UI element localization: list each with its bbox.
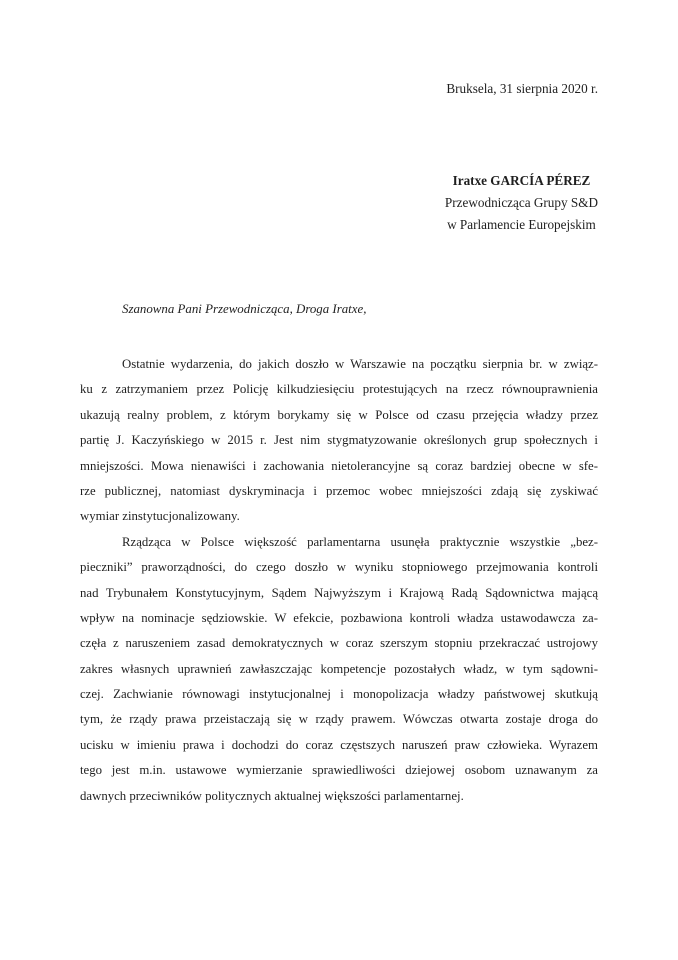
text-line: rze publicznej, natomiast dyskryminacja i przemoc wobec mniejszości zdają się zyskiwać (80, 483, 598, 498)
letter-body (80, 352, 598, 809)
text-line: mniejszości. Mowa nienawiści i zachowania nietolerancyjne są coraz bardziej obecne w sfe- (80, 458, 598, 473)
text-line: pieczniki” praworządności, do czego doszło w wyniku stopniowego przejmowania kontroli (80, 560, 598, 575)
text-line: wymiar zinstytucjonalizowany. (80, 509, 240, 524)
paragraph-2 (80, 530, 598, 809)
text-line: wpływ na nominacje sędziowskie. W efekcie, pozbawiona kontroli władza ustawodawcza za- (80, 610, 598, 625)
text-line: ukazują realny problem, z którym borykamy się w Polsce od czasu przejęcia władzy przez (80, 407, 598, 422)
text-line: Ostatnie wydarzenia, do jakich doszło w Warszawie na początku sierpnia br. w związ- (122, 357, 598, 371)
date-line: Bruksela, 31 sierpnia 2020 r. (446, 81, 598, 96)
paragraph-1 (80, 352, 598, 530)
text-line: ku z zatrzymaniem przez Policję kilkudziesięciu protestujących na rzecz równouprawnienia (80, 382, 598, 397)
text-line: częła z naruszeniem zasad demokratycznych w coraz szerszym stopniu przekraczać ustrojowy (80, 636, 598, 651)
recipient-org: w Parlamencie Europejskim (447, 217, 596, 232)
text-line: nad Trybunałem Konstytucyjnym, Sądem Najwyższym i Krajową Radą Sądownictwa mającą (80, 585, 598, 600)
salutation: Szanowna Pani Przewodnicząca, Droga Iratxe, (122, 302, 367, 316)
recipient-role: Przewodnicząca Grupy S&D (444, 195, 598, 210)
text-line: Rządząca w Polsce większość parlamentarna usunęła praktycznie wszystkie „bez- (122, 534, 598, 549)
recipient-name: Iratxe GARCÍA PÉREZ (452, 173, 591, 188)
text-line: zakres własnych uprawnień zawłaszczając kompetencje pozostałych władz, w tym sądowni- (80, 661, 598, 676)
text-line: tego jest m.in. ustawowe wymierzanie sprawiedliwości dziejowej osobom uznawanym za (80, 763, 598, 778)
text-line: partię J. Kaczyńskiego w 2015 r. Jest nim stygmatyzowanie określonych grup społecznych i (80, 433, 598, 448)
text-line: ucisku w imieniu prawa i dochodzi do coraz częstszych naruszeń praw człowieka. Wyrazem (80, 737, 598, 752)
text-line: tym, że rządy prawa przeistaczają się w rządy prawem. Wówczas otwarta zostaje droga do (80, 712, 598, 727)
recipient-block (445, 170, 598, 236)
text-line: czej. Zachwianie równowagi instytucjonalnej i monopolizacja władzy państwowej skutkują (80, 687, 598, 702)
text-line: dawnych przeciwników politycznych aktualnej większości parlamentarnej. (80, 788, 464, 803)
